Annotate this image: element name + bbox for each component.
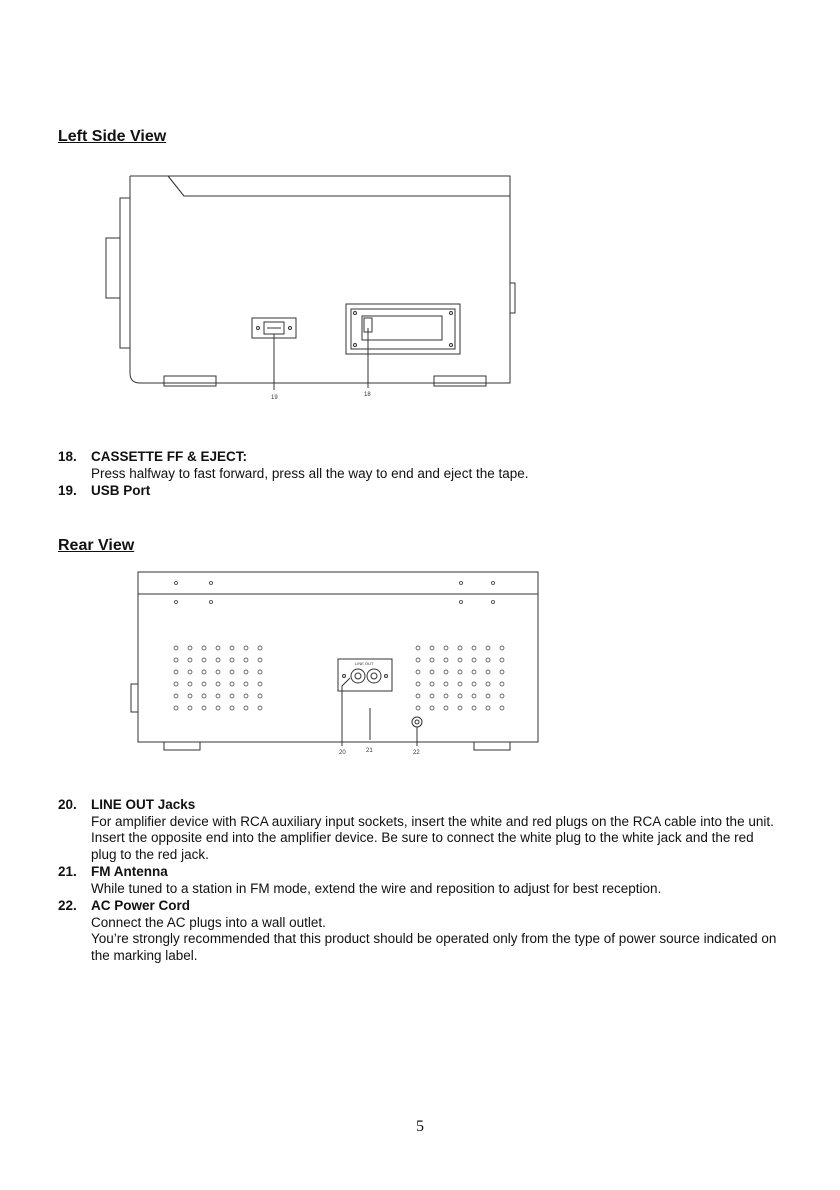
grille-hole [444, 706, 448, 710]
grille-hole [244, 706, 248, 710]
grille-hole [444, 682, 448, 686]
list-item [58, 898, 778, 964]
front-knob [106, 238, 120, 298]
grille-hole [216, 706, 220, 710]
grille-hole [174, 706, 178, 710]
item-description: Connect the AC plugs into a wall outlet. [91, 914, 326, 930]
grille-hole [174, 682, 178, 686]
grille-hole [258, 646, 262, 650]
list-item [58, 483, 778, 500]
item-description: Press halfway to fast forward, press all the way to end and eject the tape. [91, 465, 529, 481]
grille-hole [458, 682, 462, 686]
rear-view-diagram [128, 566, 548, 762]
item-number: 22. [58, 898, 77, 913]
callout-19: 19 [271, 395, 278, 401]
grille-hole [230, 706, 234, 710]
grille-hole [258, 694, 262, 698]
grille-hole [188, 670, 192, 674]
grille-hole [416, 646, 420, 650]
grille-hole [444, 646, 448, 650]
item-title: LINE OUT Jacks [91, 797, 196, 812]
item-number: 19. [58, 483, 77, 498]
grille-hole [202, 658, 206, 662]
grille-hole [244, 682, 248, 686]
grille-hole [230, 670, 234, 674]
list-item [58, 864, 778, 897]
grille-hole [430, 658, 434, 662]
grille-hole [472, 646, 476, 650]
grille-hole [500, 658, 504, 662]
grille-hole [416, 670, 420, 674]
grille-hole [258, 670, 262, 674]
left-side-items [58, 449, 778, 500]
grille-hole [472, 682, 476, 686]
grille-hole [216, 658, 220, 662]
grille-hole [202, 682, 206, 686]
rca-jack-red-icon [367, 669, 381, 683]
grille-hole [174, 646, 178, 650]
grille-hole [486, 646, 490, 650]
grille-hole [458, 646, 462, 650]
grille-hole [416, 706, 420, 710]
grille-hole [188, 646, 192, 650]
grille-hole [230, 658, 234, 662]
line-out-panel [338, 659, 392, 691]
grille-hole [174, 658, 178, 662]
grille-hole [202, 670, 206, 674]
grille-hole [258, 658, 262, 662]
grille-hole [430, 670, 434, 674]
callout-20: 20 [339, 750, 346, 756]
grille-hole [472, 658, 476, 662]
grille-hole [216, 682, 220, 686]
grille-hole [416, 658, 420, 662]
grille-hole [486, 670, 490, 674]
list-item [58, 449, 778, 482]
grille-hole [202, 646, 206, 650]
callout-21: 21 [366, 748, 373, 754]
item-title: FM Antenna [91, 864, 168, 879]
grille-hole [458, 670, 462, 674]
grille-hole [444, 670, 448, 674]
grille-hole [444, 658, 448, 662]
item-number: 21. [58, 864, 77, 879]
grille-hole [416, 694, 420, 698]
grille-hole [416, 682, 420, 686]
grille-hole [430, 694, 434, 698]
grille-hole [500, 670, 504, 674]
grille-hole [258, 682, 262, 686]
grille-hole [444, 694, 448, 698]
grille-hole [472, 694, 476, 698]
grille-hole [486, 682, 490, 686]
grille-hole [258, 706, 262, 710]
grille-hole [458, 658, 462, 662]
grille-hole [486, 658, 490, 662]
item-number: 18. [58, 449, 77, 464]
grille-hole [230, 682, 234, 686]
grille-hole [188, 694, 192, 698]
item-description: While tuned to a station in FM mode, extend the wire and reposition to adjust for best reception. [91, 880, 662, 896]
grille-hole [244, 694, 248, 698]
grille-hole [500, 694, 504, 698]
grille-hole [202, 694, 206, 698]
rca-jack-white-icon [351, 669, 365, 683]
item-description: You’re strongly recommended that this product should be operated only from the type of power source indicated on the marking label. [91, 931, 777, 963]
grille-hole [216, 646, 220, 650]
grille-hole [486, 706, 490, 710]
grille-hole [188, 706, 192, 710]
line-out-label: LINE OUT [355, 661, 374, 666]
heading-left-side-view: Left Side View [58, 128, 167, 145]
item-title: USB Port [91, 483, 151, 498]
callout-22: 22 [413, 750, 420, 756]
grille-hole [458, 694, 462, 698]
grille-hole [174, 694, 178, 698]
cassette-door-icon [346, 304, 460, 354]
item-title: AC Power Cord [91, 898, 191, 913]
heading-rear-view: Rear View [58, 537, 135, 554]
item-description: For amplifier device with RCA auxiliary input sockets, insert the white and red plugs on the RCA cable into the unit. Insert the opposite end into the amplifier device. Be sure to connect the white plug to the white jack and the red plug to the red jack. [91, 813, 774, 862]
item-title: CASSETTE FF & EJECT: [91, 449, 248, 464]
grille-hole [458, 706, 462, 710]
grille-hole [472, 670, 476, 674]
grille-hole [430, 682, 434, 686]
grille-hole [500, 646, 504, 650]
grille-hole [216, 670, 220, 674]
grille-hole [430, 646, 434, 650]
grille-hole [472, 706, 476, 710]
grille-hole [230, 694, 234, 698]
power-cord-icon [412, 717, 422, 727]
grille-hole [174, 670, 178, 674]
speaker-grille-right [416, 646, 504, 710]
list-item [58, 797, 778, 863]
page-number: 5 [416, 1118, 424, 1135]
grille-hole [500, 706, 504, 710]
grille-hole [486, 694, 490, 698]
grille-hole [500, 682, 504, 686]
left-side-view-diagram [100, 168, 530, 408]
grille-hole [188, 658, 192, 662]
grille-hole [202, 706, 206, 710]
grille-hole [244, 658, 248, 662]
item-number: 20. [58, 797, 77, 812]
grille-hole [188, 682, 192, 686]
grille-hole [244, 646, 248, 650]
grille-hole [430, 706, 434, 710]
speaker-grille-left [174, 646, 262, 710]
grille-hole [216, 694, 220, 698]
callout-18: 18 [364, 392, 371, 398]
rear-view-items [58, 797, 778, 964]
grille-hole [244, 670, 248, 674]
grille-hole [230, 646, 234, 650]
